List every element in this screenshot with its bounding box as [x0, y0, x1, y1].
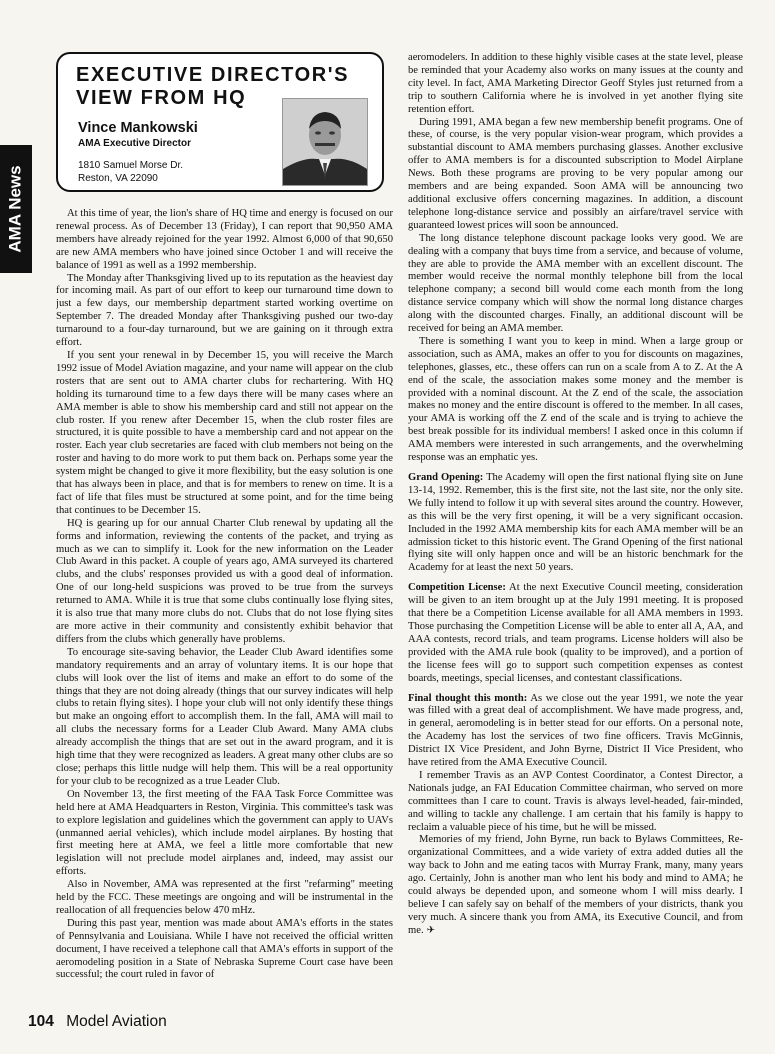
address-line-1: 1810 Samuel Morse Dr.: [78, 160, 184, 171]
paragraph-continuation: aeromodelers. In addition to these highly visible cases at the state level, please be reminded that your Academy also works on many issues at the county and city level. In fact, AMA Marketing Director Geoff Styles just returned from a trip to southern California where he is involved in yet another flying site retention effort.: [408, 52, 743, 115]
address-line-2: Reston, VA 22090: [78, 173, 158, 184]
author-title: AMA Executive Director: [78, 138, 191, 149]
paragraph-travis: I remember Travis as an AVP Contest Coordinator, a Contest Director, a Nationals judge, an FAI Education Committee chairman, who served on more committees than I care to count. Travis is always level-headed, fair-minded, and willing to tackle any challenge. I am certain that his family is happy to reclaim a valuable piece of his time, but he will be missed.: [408, 769, 743, 833]
paragraph-john: [408, 834, 743, 937]
paragraph-keep-in-mind: There is something I want you to keep in mind. When a large group or association, such as AMA, makes an offer to you for discounts on magazines, telephones, glasses, etc., these offers can run on a scale from A to Z. At the A end of the scale, the association makes some money and the member is provided with a nominal discount. At the Z end of the scale, the association makes no money and the entire discount is offered to the member. In all cases, your AMA is working off the Z end of the scale and is trying to achieve the best break possible for its individual members! I asked once in this column if AMA members were interested in such arrangements, and the overwhelming response was an emphatic yes.: [408, 335, 743, 464]
left-column: [56, 208, 393, 994]
grand-opening-text: The Academy will open the first national flying site on June 13-14, 1992. Remember, this is the first site, not the last site, nor the only site. We fully intend to follow it up with several sites around the country. However, as this will be the very first opening, it will be a very significant occasion. Included in the 1992 AMA membership kits for each AMA member will be an admission ticket to this historic event. The Grand Opening of the first national flying site will only happen once and will be an historic benchmark for the Academy for at least the next 50 years.: [408, 472, 743, 574]
section-tab: [0, 145, 32, 273]
paragraph-leader-club: To encourage site-saving behavior, the Leader Club Award identifies some mandatory requirements and an array of voluntary items. It is our hope that clubs will look over the list of items and make an effort to do some of the things that they are not doing already (things that our survey indicates will help clubs to retain flying sites). I hope your club will not only identify these things but make an ongoing effort to accomplish them. In the fall, AMA will mail to all clubs the necessary forms for a Leader Club Award. Many AMA clubs already accomplish the things that are set out in the award program, and it is high time that they were recognized as leaders. A great many other clubs are so close; perhaps this little nudge will help them. This will be a real opportunity for your club to be recognized as a true Leader Club.: [56, 646, 393, 787]
page-footer: [28, 1013, 167, 1031]
paragraph-benefits: During 1991, AMA began a few new membership benefit programs. One of these, of course, is the very popular vision-wear program, which provides a substantial discount to AMA members purchasing glasses. Another exclusive offer to AMA members is for a discounted subscription to Model Airplane News. Both these programs are proving to be very popular among our members and are being expanded. Soon AMA will be announcing two additional exclusive offers concerning magazines. In addition, a discount telephone long-distance service and possibly an airfare/travel service with guaranteed lowest prices will soon be announced.: [408, 116, 743, 231]
competition-license-text: At the next Executive Council meeting, consideration will be given to an item brought up at the July 1991 meeting. It is proposed that there be a Competition License available for all AMA members in 1993. Those purchasing the Competition License will be able to enter all A, AA, and AAA contests, record trials, and team programs. License holders will also be provided with the AMA rule book (quality to be improved), and a portion of the license fees will go to support such competition expenses as contest boards, meetings, special licenses, and contestant classifications.: [408, 582, 743, 684]
right-column: [408, 52, 743, 1000]
final-thought-text: As we close out the year 1991, we note the year was filled with a great deal of accomplishment. We have made progress, and, in general, aeromodeling is in better stead for our efforts. On a personal note, the Academy has lost the services of two fine officers. Travis McGinnis, District IX Vice President, and John Byrne, District II Vice President, who have retired from the AMA Executive Council.: [408, 692, 743, 769]
paragraph-charter-club: HQ is gearing up for our annual Charter Club renewal by updating all the forms and information, reviewing the contents of the packet, and trying as much as we can to simplify it. Look for the new information on the Leader Club Award in this packet. A couple of years ago, AMA surveyed its chartered clubs, and the clubs' responses provided us with a good deal of information. One of our long-held suspicions was proved to be true from the surveys returned to AMA. While it is true that some clubs continually lose flying sites, it is also true that many more clubs do not. Clubs that do not lose flying sites are more active in their community and consistently exhibit behavior that differs from the clubs which generally have problems.: [56, 517, 393, 645]
title-line-1: EXECUTIVE DIRECTOR'S: [76, 64, 350, 86]
airplane-end-icon: ✈: [426, 924, 435, 936]
paragraph-final-thought: [408, 693, 743, 770]
title-line-2: VIEW FROM HQ: [76, 87, 247, 109]
john-text: Memories of my friend, John Byrne, run back to Bylaws Committees, Re-organizational Committees, and a wide variety of extra added duties all the way back to John and me eating tacos with Murray Frank, many, many years ago. Certainly, John is another man who lent his body and mind to AMA; he could always be depended upon, and someone whom I will miss dearly. I believe I can safely say on behalf of the members of your districts, thank you very much. A sincere thank you from AMA, its Executive Council, and from me.: [408, 834, 743, 936]
paragraph-faa-task-force: On November 13, the first meeting of the FAA Task Force Committee was held here at AMA Headquarters in Reston, Virginia. This committee's task was to explore legislation and guidelines which the government can apply to UAVs (unmanned aerial vehicles), which include model airplanes. By hosting that first meeting here at AMA, we feel a little more comfortable that new legislation will not preclude model airplanes and, indeed, may assist our efforts.: [56, 788, 393, 878]
final-thought-heading: Final thought this month:: [408, 692, 528, 704]
paragraph-fcc: Also in November, AMA was represented at the first "refarming" meeting held by the FCC. These meetings are ongoing and will be instrumental in the reallocation of all frequencies below 470 mHz.: [56, 879, 393, 916]
header-box: [56, 52, 384, 192]
grand-opening-heading: Grand Opening:: [408, 472, 484, 483]
paragraph-telephone: The long distance telephone discount package looks very good. We are dealing with a company that buys time from a service, and because of volume, they are able to provide the AMA member with an excellent discount. The member would receive the normal monthly telephone bill from the local telephone company; a second bill would come each month from the long distance service company which will show the normal long distance charges along with the discounted charges. Finally, an additional discount will be received for being an AMA member.: [408, 232, 743, 335]
paragraph-competition-license: [408, 582, 743, 685]
paragraph-club-roster: If you sent your renewal in by December 15, you will receive the March 1992 issue of Model Aviation magazine, and your name will appear on the club rosters that are sent out to AMA charter clubs for rechartering. With HQ holding its turnaround time to a few days there will be many cases where an AMA member is able to show his membership card and still not appear on the club roster. If you renew after December 15, when the club roster files are structured, it is quite possible to have a membership card and not appear on the roster. Each year club secretaries are faced with club members not being on the roster and having to do more work to put them back on. Perhaps some year the system might be changed to give it more flexibility, but the easy solution is one that has always been in place, and that is for members to renew on time. It is a fact of life that files must be structured at some point, and for the time being that continues to be December 15.: [56, 349, 393, 516]
paragraph-court-cases: During this past year, mention was made about AMA's efforts in the states of Pennsylvania and Louisiana. While I have not received the official written document, I have received a telephone call that AMA's efforts in support of the aeromodeling position in a State of Nebraska Supreme Court case have been successful; the court ruled in favor of: [56, 917, 393, 981]
competition-license-heading: Competition License:: [408, 582, 506, 594]
paragraph-thanksgiving: The Monday after Thanksgiving lived up to its reputation as the heaviest day for incoming mail. As part of our effort to keep our turnaround time down to just a few days, our membership department started working overtime on September 7. The dreaded Monday after Thanksgiving pushed our two-day turnaround to a four-day turnaround, but we are gaining on it through extra effort.: [56, 272, 393, 349]
paragraph-grand-opening: [408, 472, 743, 575]
magazine-name: Model Aviation: [66, 1013, 167, 1030]
author-name: Vince Mankowski: [78, 120, 198, 136]
author-photo: [282, 98, 368, 186]
page-number: 104: [28, 1013, 54, 1030]
section-tab-label: AMA News: [6, 165, 25, 253]
author-photo-image: [283, 99, 367, 185]
paragraph-renewal: At this time of year, the lion's share of HQ time and energy is focused on our renewal process. As of December 13 (Friday), I can report that 90,950 AMA members have already rejoined for the year 1992. Almost 6,000 of that 90,650 are new AMA members who have joined since October 1 and will receive the balance of 1991 as well as a 1992 membership.: [56, 208, 393, 271]
